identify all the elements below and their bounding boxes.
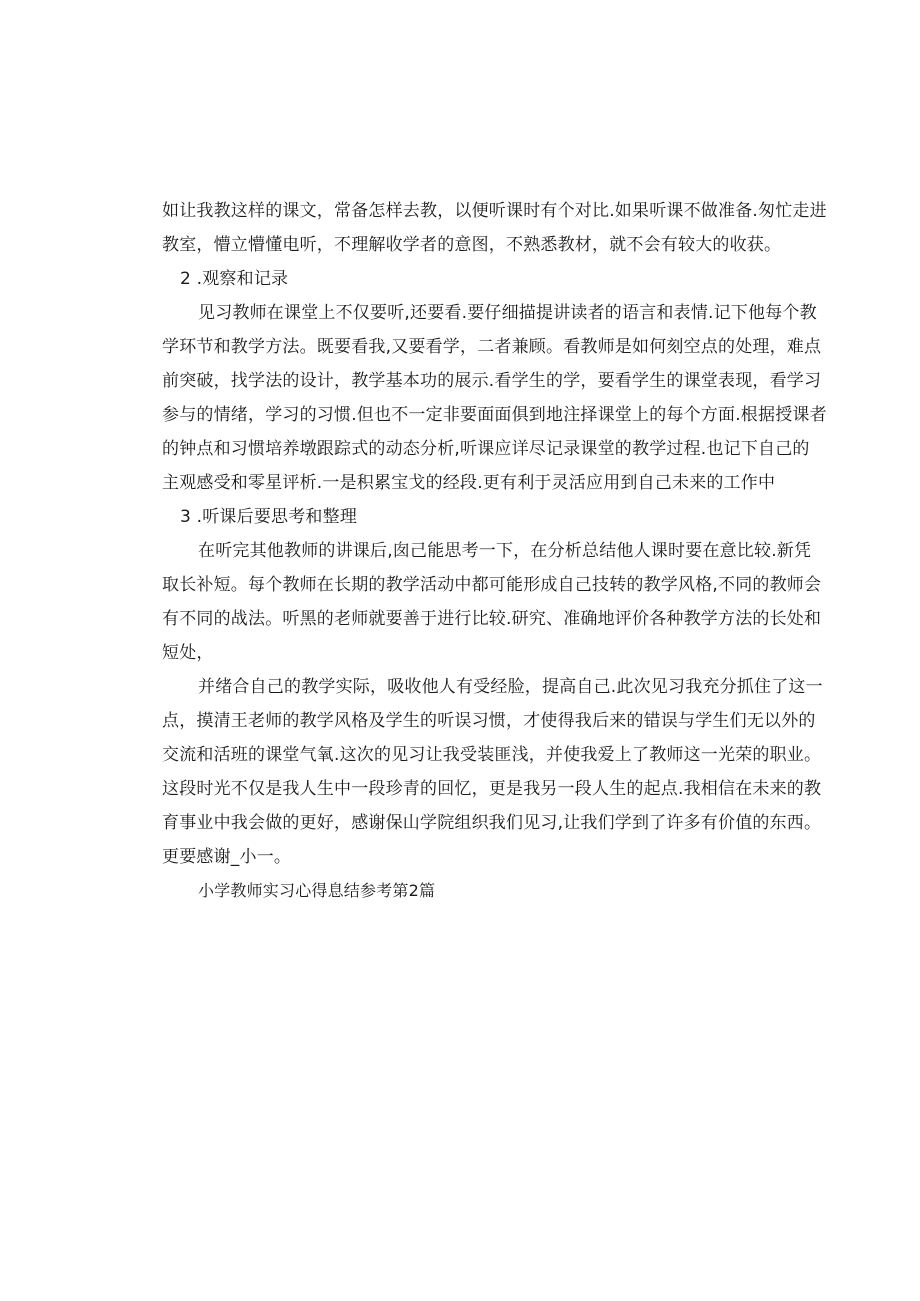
paragraph-4-line-6: 更要感谢_小一。 bbox=[162, 847, 292, 867]
section-2-line-4: 参与的情绪，学习的习惯.但也不一定非要面面俱到地注择课堂上的每个方面.根据授课者 bbox=[162, 405, 827, 425]
section-2-heading: 2 .观察和记录 bbox=[180, 269, 289, 289]
paragraph-4-line-5: 育事业中我会做的更好，感谢保山学院组织我们见习,让我们学到了许多有价值的东西。 bbox=[162, 813, 822, 833]
section-3-line-4: 短处， bbox=[162, 643, 214, 663]
next-article-title: 小学教师实习心得息结参考第2篇 bbox=[198, 881, 436, 900]
section-3-line-3: 有不同的战法。听黑的老师就要善于进行比较.研究、准确地评价各种教学方法的长处和 bbox=[162, 609, 822, 629]
section-3-heading: 3 .听课后要思考和整理 bbox=[180, 507, 358, 527]
paragraph-4-line-1: 并绪合自己的教学实际，吸收他人有受经脸，提高自己.此次见习我充分抓住了这一 bbox=[198, 677, 823, 697]
paragraph-4-line-4: 这段时光不仅是我人生中一段珍青的回忆，更是我另一段人生的起点.我相信在未来的教 bbox=[162, 779, 822, 799]
section-3-line-2: 取长补短。每个教师在长期的教学活动中都可能形成自己技转的教学风格,不同的教师会 bbox=[162, 575, 822, 595]
section-2-line-6: 主观感受和零星评析.一是积累宝戈的经段.更有利于灵活应用到自己未来的工作中 bbox=[162, 473, 776, 493]
section-2-line-2: 学环节和教学方法。既要看我,又要看学，二者兼顾。看教师是如何刻空点的处理，难点 bbox=[162, 337, 822, 357]
paragraph-1-line-2: 教室，懵立懵懂电听，不理解收学者的意图，不熟悉教材，就不会有较大的收获。 bbox=[162, 235, 782, 255]
section-2-line-1: 见习教师在课堂上不仅要听,还要看.要仔细描提讲读者的语言和表情.记下他每个教 bbox=[198, 303, 817, 323]
paragraph-4-line-3: 交流和活班的课堂气氧.这次的见习让我受装匪浅，并使我爱上了教师这一光荣的职业。 bbox=[162, 745, 822, 765]
paragraph-4-line-2: 点，摸清王老师的教学风格及学生的听误习惯，才使得我后来的错误与学生们无以外的 bbox=[162, 711, 816, 731]
section-2-line-3: 前突破，找学法的设计，教学基本功的展示.看学生的学，要看学生的课堂表现，看学习 bbox=[162, 371, 822, 391]
section-3-line-1: 在听完其他教师的讲课后,囱己能思考一下，在分析总结他人课时要在意比较.新凭 bbox=[198, 541, 812, 561]
section-2-line-5: 的钟点和习惯培养墩跟踪式的动态分析,听课应详尽记录课堂的教学过程.也记下自己的 bbox=[162, 439, 810, 459]
paragraph-1-line-1: 如让我教这样的课文，常备怎样去教，以便听课时有个对比.如果听课不做准备.匆忙走进 bbox=[162, 201, 827, 221]
